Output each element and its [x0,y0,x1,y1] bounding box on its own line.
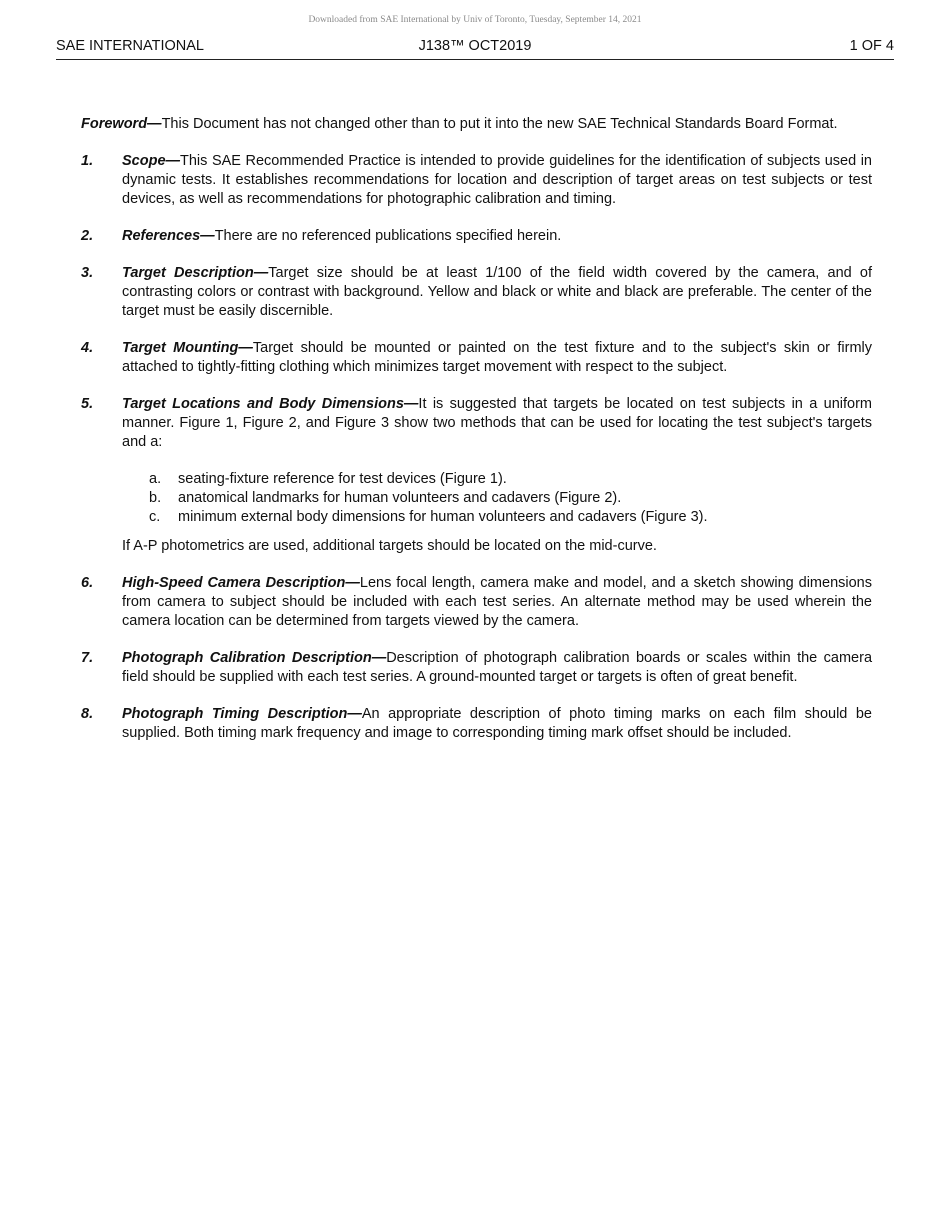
section-body [122,649,872,687]
section-camera-description [81,574,872,630]
page-header [56,38,894,60]
section-calibration-description [81,649,872,687]
download-watermark: Downloaded from SAE International by Univ of Toronto, Tuesday, September 14, 2021 [308,15,642,25]
section-body [122,227,872,246]
document-id: J138™ OCT2019 [418,38,532,54]
section-text: An appropriate description of photo timing marks on each film should be supplied. Both timing mark frequency and image to corresponding timing mark offset should be included. [122,706,872,741]
list-item [149,508,872,527]
section-body [122,574,872,630]
section-number: 3. [81,265,94,282]
list-item [149,489,872,508]
section-references [81,227,872,246]
section-title: Photograph Timing Description— [122,706,362,723]
section-number: 8. [81,706,94,723]
section-number: 2. [81,228,94,245]
section-title: Photograph Calibration Description— [122,649,387,666]
section-target-mounting [81,339,872,377]
section-timing-description [81,705,872,743]
section-text: There are no referenced publications specified herein. [214,228,562,245]
section-target-locations [81,395,872,536]
target-method-list [149,470,872,526]
section-text: Target should be mounted or painted on the test fixture and to the subject's skin or firmly attached to tightly-fitting clothing which minimizes target movement with respect to the subject. [122,340,872,376]
list-item-text: anatomical landmarks for human volunteers and cadavers (Figure 2). [178,490,622,507]
foreword-text: This Document has not changed other than to put it into the new SAE Technical Standards Board Format. [161,116,838,132]
list-item-letter: c. [149,508,161,525]
list-item-text: minimum external body dimensions for human volunteers and cadavers (Figure 3). [178,508,708,525]
section-title: High-Speed Camera Description— [122,575,360,592]
section-text: It is suggested that targets be located on test subjects in a uniform manner. Figure 1, Figure 2, and Figure 3 show two methods that can be used for locating the test subject's targets and a: [122,396,872,451]
section-number: 1. [81,153,94,170]
foreword-title: Foreword— [81,116,162,132]
page-number: 1 OF 4 [849,38,894,54]
document-body [81,115,872,761]
publisher-name: SAE INTERNATIONAL [56,38,204,54]
section-title: Scope— [122,153,181,170]
section-number: 7. [81,649,94,666]
section-target-description [81,264,872,320]
foreword-paragraph [81,115,872,134]
list-item [149,470,872,489]
photometrics-note: If A-P photometrics are used, additional targets should be located on the mid-curve. [122,537,657,554]
section-text: Lens focal length, camera make and model, and a sketch showing dimensions from camera to subject should be included with each test series. An alternate method may be used wherein the camera location can be determined from targets viewed by the camera. [122,575,872,629]
section-scope [81,152,872,208]
list-item-text: seating-fixture reference for test devices (Figure 1). [178,471,507,488]
section-text: This SAE Recommended Practice is intended to provide guidelines for the identification of subjects used in dynamic tests. It establishes recommendations for location and description of target areas on test subjects or test devices, as well as recommendations for photographic calibration and timing. [122,153,872,207]
section-title: Target Locations and Body Dimensions— [122,396,419,413]
section-body [122,395,872,536]
section-body [122,339,872,377]
section-title: Target Mounting— [122,340,253,357]
section-text: Target size should be at least 1/100 of the field width covered by the camera, and of contrasting colors or contrast with background. Yellow and black or white and black are preferable. The center of the target must be easily discernible. [122,265,873,320]
section-body [122,705,872,743]
section-title: Target Description— [122,265,269,282]
section-body [122,152,872,208]
list-item-letter: b. [149,490,162,507]
section-number: 6. [81,575,94,592]
list-item-letter: a. [149,471,162,488]
section-title: References— [122,228,215,245]
section-number: 4. [81,340,94,357]
section-number: 5. [81,396,94,413]
section-body [122,264,872,320]
section-text: Description of photograph calibration boards or scales within the camera field should be supplied with each test series. A ground-mounted target or targets is often of great benefit. [122,649,873,685]
